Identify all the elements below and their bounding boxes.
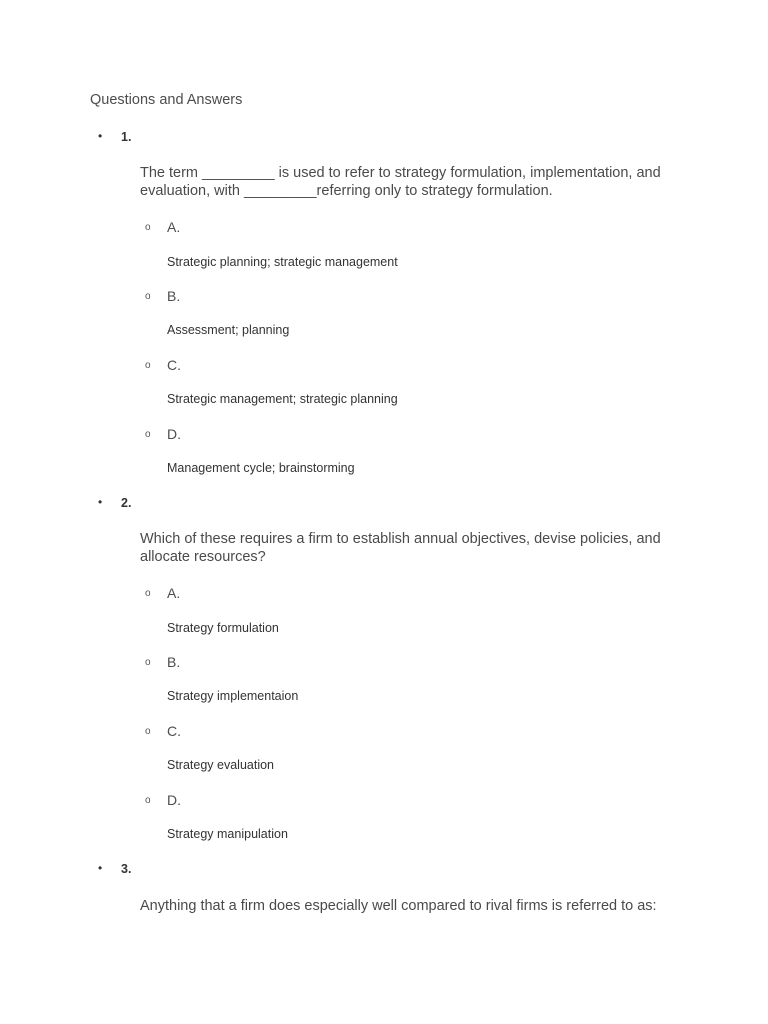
option-letter: D. bbox=[167, 792, 181, 808]
bullet-icon: • bbox=[98, 129, 103, 143]
option-text: Strategy implementaion bbox=[167, 689, 299, 703]
option-text: Management cycle; brainstorming bbox=[167, 461, 355, 475]
option-text: Assessment; planning bbox=[167, 323, 290, 337]
option-letter: C. bbox=[167, 357, 181, 373]
question-text: Which of these requires a firm to establish annual objectives, devise policies, and allocate resources? bbox=[140, 531, 661, 565]
sub-bullet-icon: o bbox=[145, 429, 151, 440]
question-text: Anything that a firm does especially well compared to rival firms is referred to as: bbox=[140, 898, 657, 914]
page-title: Questions and Answers bbox=[90, 92, 243, 108]
sub-bullet-icon: o bbox=[145, 291, 151, 302]
option-text: Strategy evaluation bbox=[167, 758, 275, 772]
sub-bullet-icon: o bbox=[145, 222, 151, 233]
option-text: Strategy formulation bbox=[167, 621, 279, 635]
question-number: 2. bbox=[121, 496, 132, 510]
sub-bullet-icon: o bbox=[145, 588, 151, 599]
option-text: Strategic planning; strategic management bbox=[167, 255, 398, 269]
option-letter: C. bbox=[167, 723, 181, 739]
question-number: 1. bbox=[121, 130, 132, 144]
option-letter: B. bbox=[167, 654, 181, 670]
question-number: 3. bbox=[121, 862, 132, 876]
sub-bullet-icon: o bbox=[145, 657, 151, 668]
sub-bullet-icon: o bbox=[145, 726, 151, 737]
bullet-icon: • bbox=[98, 495, 103, 509]
option-letter: B. bbox=[167, 288, 181, 304]
option-text: Strategy manipulation bbox=[167, 827, 288, 841]
bullet-icon: • bbox=[98, 861, 103, 875]
sub-bullet-icon: o bbox=[145, 795, 151, 806]
option-letter: D. bbox=[167, 426, 181, 442]
sub-bullet-icon: o bbox=[145, 360, 151, 371]
option-letter: A. bbox=[167, 219, 181, 235]
question-text: The term _________ is used to refer to strategy formulation, implementation, and evaluation, with _________referring only to strategy formulation. bbox=[140, 165, 661, 199]
option-letter: A. bbox=[167, 585, 181, 601]
option-text: Strategic management; strategic planning bbox=[167, 392, 398, 406]
